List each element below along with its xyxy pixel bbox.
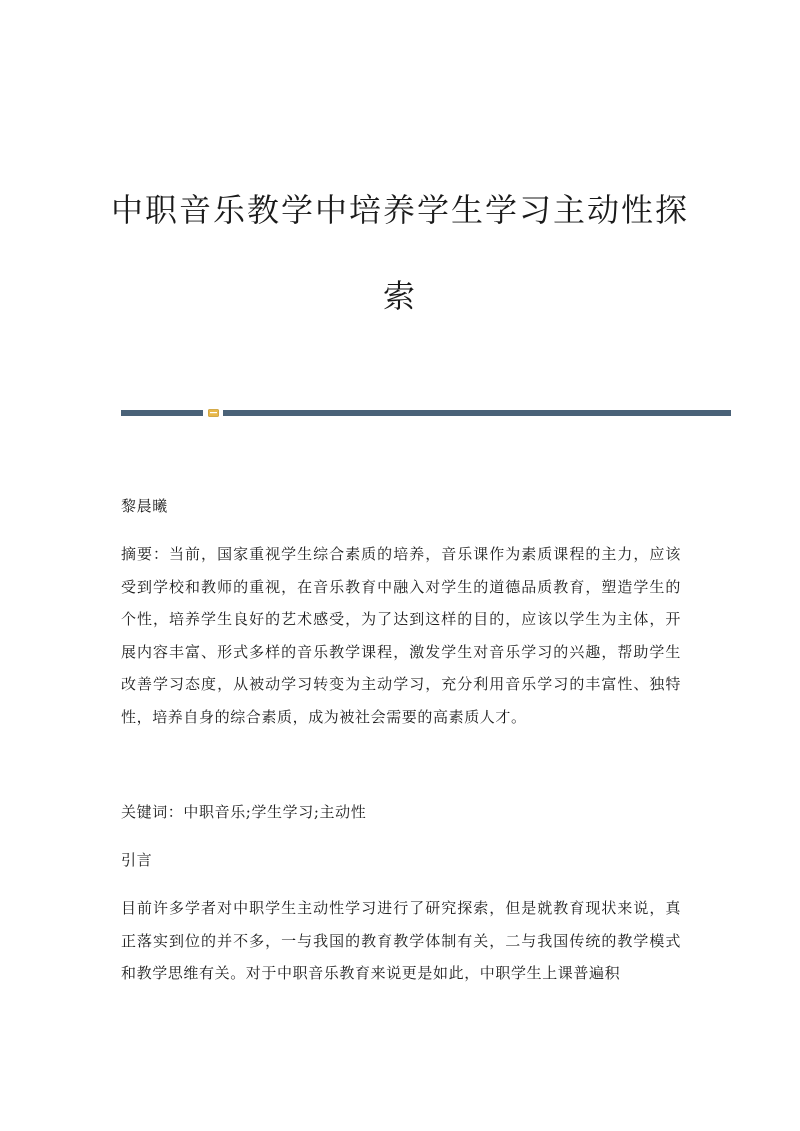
author-name: 黎晨曦 xyxy=(121,497,168,515)
document-title-line-1: 中职音乐教学中培养学生学习主动性探 xyxy=(110,191,689,229)
abstract-paragraph: 摘要：当前，国家重视学生综合素质的培养，音乐课作为素质课程的主力，应该受到学校和教师的重视，在音乐教育中融入对学生的道德品质教育，塑造学生的个性，培养学生良好的艺术感受，为了达到这样的目的，应该以学生为主体，开展内容丰富、形式多样的音乐教学课程，激发学生对音乐学习的兴趣，帮助学生改善学习态度，从被动学习转变为主动学习，充分利用音乐学习的丰富性、独特性，培养自身的综合素质，成为被社会需要的高素质人才。 xyxy=(121,545,681,726)
section-heading-intro: 引言 xyxy=(121,851,153,869)
divider-bar-right xyxy=(223,410,731,416)
intro-paragraph: 目前许多学者对中职学生主动性学习进行了研究探索，但是就教育现状来说，真正落实到位的并不多，一与我国的教育教学体制有关，二与我国传统的教学模式和教学思维有关。对于中职音乐教育来说更是如此，中职学生上课普遍积 xyxy=(121,899,681,982)
divider-bar-left xyxy=(121,410,203,416)
title-divider xyxy=(121,409,731,416)
divider-badge-icon xyxy=(208,409,219,417)
keywords-line: 关键词：中职音乐;学生学习;主动性 xyxy=(121,803,367,821)
document-title-line-2: 索 xyxy=(382,277,417,315)
